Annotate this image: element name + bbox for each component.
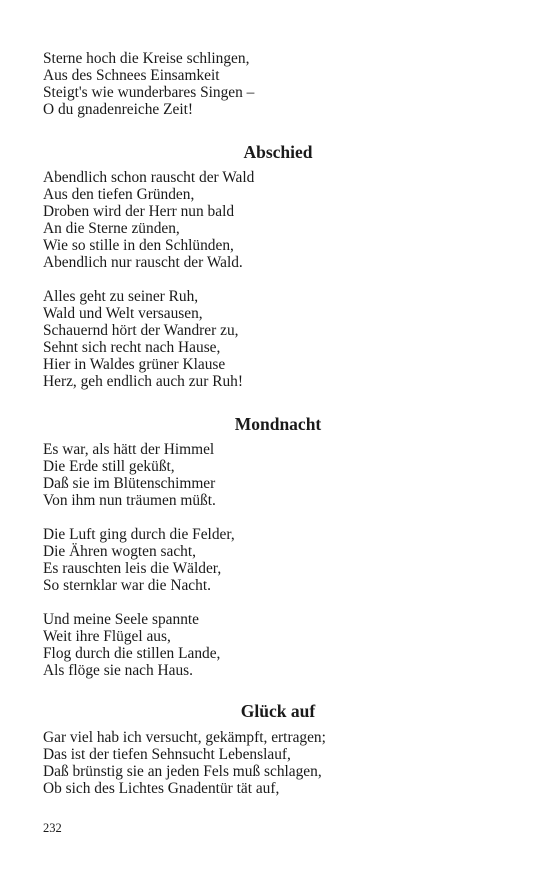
verse-line: Wald und Welt versausen, (43, 305, 203, 322)
verse-line: Abendlich schon rauscht der Wald (43, 169, 255, 186)
verse-line: Flog durch die stillen Lande, (43, 645, 221, 662)
page-number: 232 (43, 821, 62, 835)
verse-line: An die Sterne zünden, (43, 220, 180, 237)
poem-abschied (43, 142, 513, 390)
verse-line: Wie so stille in den Schlünden, (43, 237, 234, 254)
verse-line: Das ist der tiefen Sehnsucht Lebenslauf, (43, 746, 291, 763)
verse-line: Steigt's wie wunderbares Singen – (43, 84, 255, 101)
verse-line: Daß brünstig sie an jeden Fels muß schlagen, (43, 763, 322, 780)
verse-line: Von ihm nun träumen müßt. (43, 492, 216, 509)
poem-title: Abschied (243, 142, 313, 162)
verse-line: Daß sie im Blütenschimmer (43, 475, 216, 492)
poem-title: Glück auf (240, 701, 316, 721)
verse-line: Schauernd hört der Wandrer zu, (43, 322, 239, 339)
stanza (43, 611, 513, 679)
poem-mondnacht (43, 414, 513, 679)
verse-line: Und meine Seele spannte (43, 611, 199, 628)
verse-line: Die Erde still geküßt, (43, 458, 175, 475)
poem-fragment (43, 50, 513, 118)
poem-title: Mondnacht (234, 414, 322, 434)
verse-line: Herz, geh endlich auch zur Ruh! (43, 373, 243, 390)
verse-line: Als flöge sie nach Haus. (43, 662, 194, 679)
verse-line: Gar viel hab ich versucht, gekämpft, ertragen; (43, 729, 326, 746)
stanza (43, 729, 513, 797)
verse-line: Es war, als hätt der Himmel (43, 441, 215, 458)
verse-line: Aus den tiefen Gründen, (43, 186, 195, 203)
stanza (43, 441, 513, 509)
verse-line: Sehnt sich recht nach Hause, (43, 339, 221, 356)
verse-line: O du gnadenreiche Zeit! (43, 101, 193, 118)
verse-line: Die Luft ging durch die Felder, (43, 526, 235, 543)
verse-line: Ob sich des Lichtes Gnadentür tät auf, (43, 780, 280, 797)
page-body (43, 50, 513, 797)
verse-line: Droben wird der Herr nun bald (43, 203, 235, 220)
verse-line: Alles geht zu seiner Ruh, (43, 288, 199, 305)
verse-line: Es rauschten leis die Wälder, (43, 560, 222, 577)
verse-line: Hier in Waldes grüner Klause (43, 356, 226, 373)
verse-line: Abendlich nur rauscht der Wald. (43, 254, 243, 271)
stanza (43, 169, 513, 271)
verse-line: Sterne hoch die Kreise schlingen, (43, 50, 250, 67)
stanza (43, 526, 513, 594)
stanza (43, 288, 513, 390)
verse-line: So sternklar war die Nacht. (43, 577, 211, 594)
poem-glueck-auf (43, 701, 513, 797)
verse-line: Weit ihre Flügel aus, (43, 628, 171, 645)
verse-line: Aus des Schnees Einsamkeit (43, 67, 220, 84)
verse-line: Die Ähren wogten sacht, (43, 543, 197, 560)
stanza (43, 50, 513, 118)
